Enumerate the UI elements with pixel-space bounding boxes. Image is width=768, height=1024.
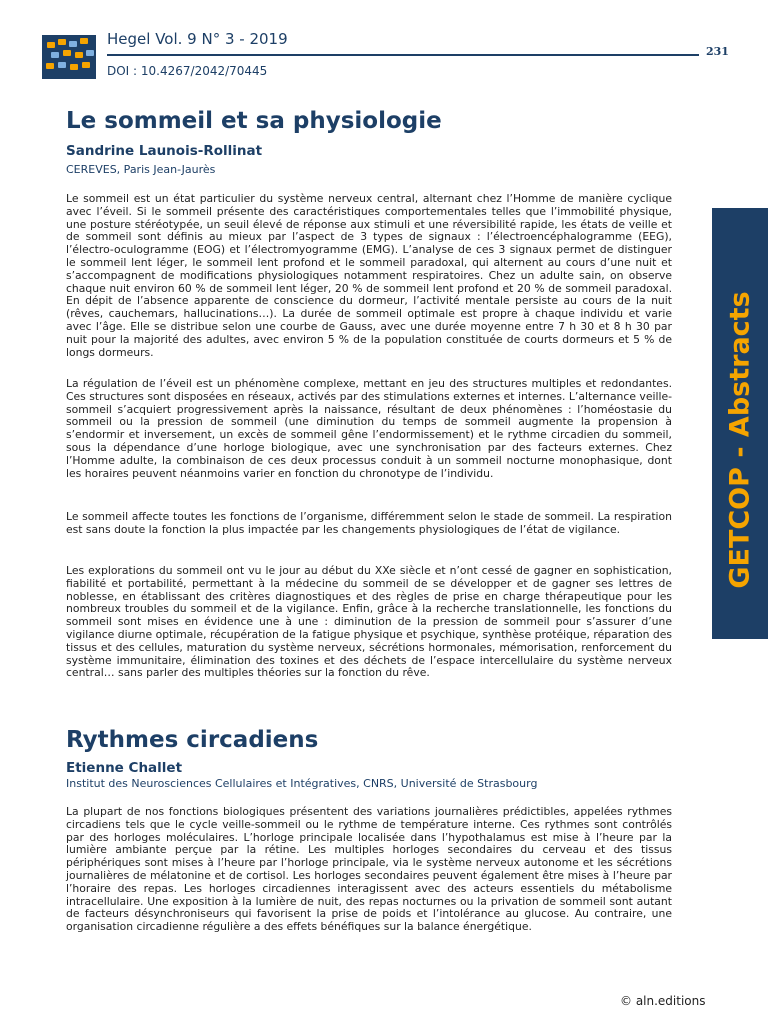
article-paragraph: La plupart de nos fonctions biologiques présentent des variations journalières prédictibles, appelées rythmes circadiens tels que le cycle veille-sommeil ou le rythme de température interne. Ces rythmes sont contrôlés par des horloges moléculaires. L’horloge principale localisée dans l’hypothalamus est mise à l’heure par la lumière ambiante perçue par la rétine. Les multiples horloges secondaires du cerveau et des tissus périphériques sont mises à l’heure par l’horloge principale, via le système nerveux autonome et les sécrétions journalières de mélatonine et de cortisol. Les horloges secondaires peuvent également être mises à l’heure par l’horaire des repas. Les horloges circadiennes interagissent avec des acteurs essentiels du métabolisme intracellulaire. Une exposition à la lumière de nuit, des repas nocturnes ou la privation de sommeil sont autant de facteurs désynchroniseurs qui favorisent la prise de poids et l’intolérance au glucose. Au contraire, une organisation circadienne régulière a des effets bénéfiques sur la balance énergétique. bbox=[66, 805, 672, 934]
article-title: Le sommeil et sa physiologie bbox=[66, 108, 442, 134]
article-affiliation: CEREVES, Paris Jean-Jaurès bbox=[66, 163, 216, 176]
article-paragraph: Le sommeil est un état particulier du système nerveux central, alternant chez l’Homme de manière cyclique avec l’éveil. Si le sommeil présente des caractéristiques comportementales telles que l’immobilité physique, une posture stéréotypée, un seuil élevé de réponse aux stimuli et une réversibilité rapide, les états de veille et de sommeil sont définis au mieux par l’aspect de 3 types de signaux : l’électroencéphalogramme (EEG), l’électro-oculogramme (EOG) et l’électromyogramme (EMG). L’analyse de ces 3 signaux permet de distinguer le sommeil lent léger, le sommeil lent profond et le sommeil paradoxal, qui alternent au cours d’une nuit et s’accompagnent de modifications physiologiques notamment respiratoires. Chez un adulte sain, on observe chaque nuit environ 60 % de sommeil lent léger, 20 % de sommeil lent profond et 20 % de sommeil paradoxal. En dépit de l’absence apparente de conscience du dormeur, l’activité mentale persiste au cours de la nuit (rêves, cauchemars, hallucinations…). La durée de sommeil optimale est propre à chaque individu et varie avec l’âge. Elle se distribue selon une courbe de Gauss, avec une durée moyenne entre 7 h 30 et 8 h 30 par nuit pour la majorité des adultes, avec environ 5 % de la population constituée de courts dormeurs et 5 % de longs dormeurs. bbox=[66, 192, 672, 359]
header-rule bbox=[107, 54, 699, 56]
article-paragraph: Les explorations du sommeil ont vu le jour au début du XXe siècle et n’ont cessé de gagner en sophistication, fiabilité et portabilité, permettant à la médecine du sommeil de se développer et de gagner ses lettres de noblesse, en établissant des critères diagnostiques et des règles de prise en charge thérapeutique pour les nombreux troubles du sommeil et de la vigilance. Enfin, grâce à la recherche translationnelle, les fonctions du sommeil sont mises en évidence une à une : diminution de la pression de sommeil pour s’assurer d’une vigilance diurne optimale, récupération de la fatigue physique et psychique, synthèse protéique, réparation des tissus et des cellules, maturation du système nerveux, sécrétions hormonales, mémorisation, renforcement du système immunitaire, élimination des toxines et des déchets de l’espace intercellulaire du système nerveux central… sans parler des multiples théories sur la fonction du rêve. bbox=[66, 564, 672, 680]
article-title: Rythmes circadiens bbox=[66, 727, 319, 753]
article-affiliation: Institut des Neurosciences Cellulaires et Intégratives, CNRS, Université de Strasbourg bbox=[66, 777, 538, 790]
journal-logo bbox=[42, 35, 96, 79]
copyright: © aln.editions bbox=[620, 994, 706, 1008]
journal-title: Hegel Vol. 9 N° 3 - 2019 bbox=[107, 30, 288, 48]
article-author: Sandrine Launois-Rollinat bbox=[66, 143, 263, 159]
doi: DOI : 10.4267/2042/70445 bbox=[107, 64, 268, 78]
article-author: Etienne Challet bbox=[66, 760, 183, 776]
page-number: 231 bbox=[706, 45, 729, 58]
article-paragraph: Le sommeil affecte toutes les fonctions de l’organisme, différemment selon le stade de sommeil. La respiration est sans doute la fonction la plus impactée par les changements physiologiques de l’état de vigilance. bbox=[66, 510, 672, 536]
article-paragraph: La régulation de l’éveil est un phénomène complexe, mettant en jeu des structures multiples et redondantes. Ces structures sont disposées en réseaux, activés par des stimulations externes et internes. L’alternance veille-sommeil s’acquiert progressivement après la naissance, résultant de deux phénomènes : l’homéostasie du sommeil ou la pression de sommeil (une diminution du temps de sommeil augmente la propension à s’endormir et inversement, un excès de sommeil gêne l’endormissement) et le rythme circadien du sommeil, sous la dépendance d’une horloge biologique, avec une synchronisation par des facteurs externes. Chez l’Homme adulte, la combinaison de ces deux processus conduit à un sommeil nocturne monophasique, dont les horaires peuvent néanmoins varier en fonction du chronotype de l’individu. bbox=[66, 377, 672, 480]
sidebar-label: GETCOP - Abstracts bbox=[724, 291, 756, 589]
